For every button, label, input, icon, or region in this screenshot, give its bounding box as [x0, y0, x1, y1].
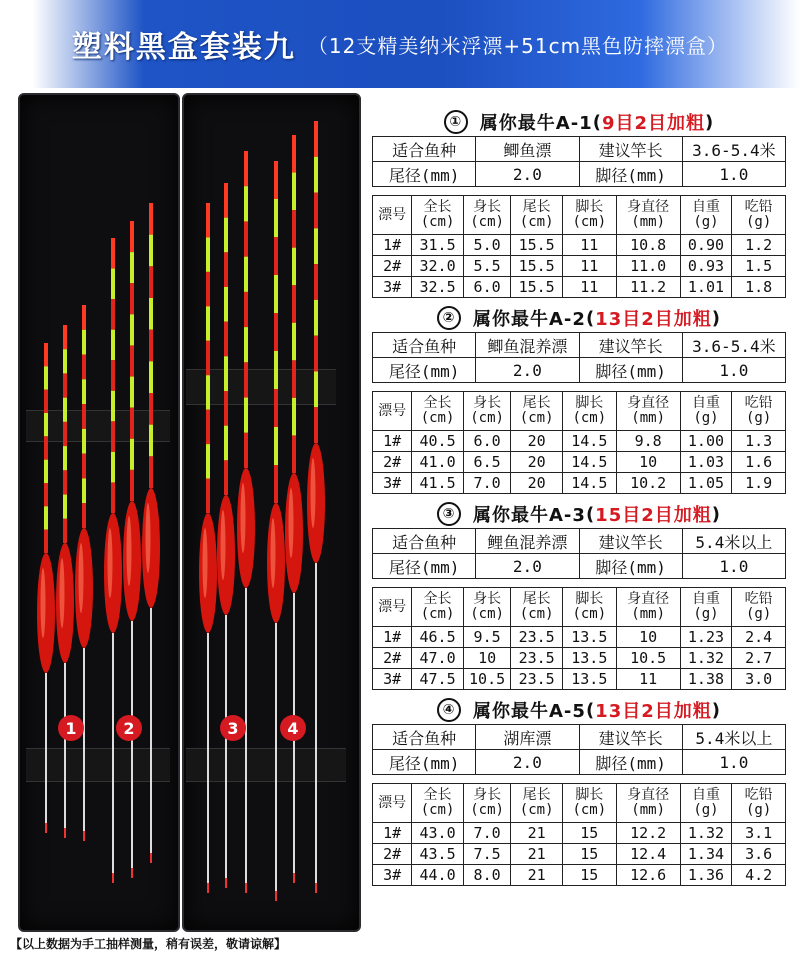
spec-cell: 1.6	[732, 452, 786, 473]
tail-label: 尾径(mm)	[373, 162, 476, 187]
spec-cell: 1.5	[732, 256, 786, 277]
spec-cell: 1.01	[680, 277, 732, 298]
spec-cell: 23.5	[511, 669, 563, 690]
rod-label: 建议竿长	[579, 529, 682, 554]
foot-value: 1.0	[682, 358, 785, 383]
spec-row	[373, 235, 786, 256]
spec-header: 吃铅 (g)	[732, 588, 786, 627]
spec-cell: 20	[511, 452, 563, 473]
spec-cell: 1.23	[680, 627, 732, 648]
spec-cell: 1.3	[732, 431, 786, 452]
spec-cell: 3.6	[732, 844, 786, 865]
section-model-name: 属你最牛A-2	[473, 309, 586, 330]
spec-cell: 10.2	[616, 473, 680, 494]
spec-cell: 3#	[373, 669, 412, 690]
paren: )	[705, 111, 715, 133]
spec-cell: 1.03	[680, 452, 732, 473]
floats-illustration	[18, 93, 358, 928]
fish-label: 适合鱼种	[373, 725, 476, 750]
photo-badge-2: 2	[116, 715, 142, 741]
float-9	[237, 151, 255, 893]
product-photo	[18, 93, 358, 928]
spec-cell: 1.32	[680, 648, 732, 669]
spec-cell: 2.7	[732, 648, 786, 669]
spec-row	[373, 865, 786, 886]
spec-cell: 2#	[373, 844, 412, 865]
spec-cell: 32.0	[412, 256, 464, 277]
spec-cell: 3#	[373, 473, 412, 494]
spec-cell: 3#	[373, 277, 412, 298]
section-spec: 9目2目加粗	[601, 113, 705, 134]
spec-column	[372, 108, 786, 892]
spec-header: 自重 (g)	[680, 588, 732, 627]
spec-cell: 11	[562, 235, 616, 256]
spec-cell: 15.5	[511, 235, 563, 256]
spec-header: 身长 (cm)	[463, 784, 510, 823]
spec-header: 脚长 (cm)	[562, 588, 616, 627]
spec-cell: 11.2	[616, 277, 680, 298]
spec-header: 脚长 (cm)	[562, 784, 616, 823]
paren: (	[585, 503, 596, 525]
tail-value: 2.0	[476, 162, 579, 187]
spec-cell: 1.9	[732, 473, 786, 494]
spec-header: 尾长 (cm)	[511, 784, 563, 823]
tail-value: 2.0	[476, 750, 579, 775]
tail-label: 尾径(mm)	[373, 358, 476, 383]
spec-cell: 11	[616, 669, 680, 690]
float-6	[142, 203, 160, 863]
spec-cell: 15.5	[511, 277, 563, 298]
spec-cell: 4.2	[732, 865, 786, 886]
spec-header: 吃铅 (g)	[732, 196, 786, 235]
spec-cell: 3.0	[732, 669, 786, 690]
spec-row	[373, 669, 786, 690]
spec-cell: 6.0	[463, 431, 510, 452]
spec-row	[373, 648, 786, 669]
spec-cell: 8.0	[463, 865, 510, 886]
spec-cell: 21	[511, 823, 563, 844]
spec-cell: 14.5	[562, 473, 616, 494]
section-number: ①	[444, 110, 468, 134]
spec-cell: 5.5	[463, 256, 510, 277]
spec-cell: 13.5	[562, 627, 616, 648]
paren: (	[585, 699, 596, 721]
spec-cell: 40.5	[412, 431, 464, 452]
spec-cell: 1.00	[680, 431, 732, 452]
float-12	[307, 121, 325, 893]
spec-cell: 43.5	[412, 844, 464, 865]
section-heading	[372, 500, 786, 528]
disclaimer: 【以上数据为手工抽样测量，稍有误差，敬请谅解】	[10, 937, 287, 951]
spec-cell: 11	[562, 277, 616, 298]
float-section-3	[372, 500, 786, 690]
spec-table	[372, 195, 786, 298]
spec-cell: 2.4	[732, 627, 786, 648]
spec-header: 自重 (g)	[680, 392, 732, 431]
spec-cell: 2#	[373, 452, 412, 473]
spec-header: 身直径 (mm)	[616, 196, 680, 235]
tail-label: 尾径(mm)	[373, 554, 476, 579]
spec-cell: 10.5	[616, 648, 680, 669]
spec-row	[373, 452, 786, 473]
spec-cell: 2#	[373, 256, 412, 277]
section-heading	[372, 696, 786, 724]
float-5	[123, 221, 141, 878]
float-4	[104, 238, 122, 883]
float-3	[75, 305, 93, 841]
banner	[0, 0, 800, 88]
spec-header: 全长 (cm)	[412, 588, 464, 627]
float-section-4	[372, 696, 786, 886]
spec-header: 吃铅 (g)	[732, 392, 786, 431]
spec-header: 脚长 (cm)	[562, 196, 616, 235]
tail-value: 2.0	[476, 358, 579, 383]
spec-cell: 21	[511, 844, 563, 865]
foot-value: 1.0	[682, 750, 785, 775]
float-1	[37, 343, 55, 833]
spec-cell: 15	[562, 865, 616, 886]
spec-cell: 10.5	[463, 669, 510, 690]
spec-row	[373, 823, 786, 844]
spec-cell: 3.1	[732, 823, 786, 844]
spec-cell: 7.0	[463, 473, 510, 494]
float-11	[285, 135, 303, 883]
foot-value: 1.0	[682, 554, 785, 579]
spec-cell: 14.5	[562, 452, 616, 473]
spec-cell: 0.90	[680, 235, 732, 256]
spec-cell: 12.6	[616, 865, 680, 886]
rod-label: 建议竿长	[579, 725, 682, 750]
spec-cell: 1#	[373, 235, 412, 256]
rod-label: 建议竿长	[579, 137, 682, 162]
rod-value: 5.4米以上	[682, 529, 785, 554]
spec-cell: 9.5	[463, 627, 510, 648]
spec-header: 漂号	[373, 392, 412, 431]
rod-value: 3.6-5.4米	[682, 137, 785, 162]
spec-row	[373, 844, 786, 865]
spec-cell: 41.5	[412, 473, 464, 494]
spec-cell: 41.0	[412, 452, 464, 473]
foot-value: 1.0	[682, 162, 785, 187]
section-heading	[372, 108, 786, 136]
spec-header: 尾长 (cm)	[511, 196, 563, 235]
spec-cell: 11.0	[616, 256, 680, 277]
section-model-name: 属你最牛A-1	[479, 113, 593, 134]
banner-subtitle: （12支精美纳米浮漂+51cm黑色防摔漂盒）	[307, 33, 729, 58]
spec-header: 漂号	[373, 588, 412, 627]
spec-header: 漂号	[373, 784, 412, 823]
spec-cell: 13.5	[562, 648, 616, 669]
paren: )	[711, 699, 721, 721]
info-table	[372, 528, 786, 579]
photo-badge-1: 1	[58, 715, 84, 741]
tail-value: 2.0	[476, 554, 579, 579]
spec-cell: 1.34	[680, 844, 732, 865]
photo-badge-4: 4	[280, 715, 306, 741]
spec-cell: 23.5	[511, 648, 563, 669]
spec-cell: 20	[511, 473, 563, 494]
spec-table	[372, 783, 786, 886]
spec-header: 自重 (g)	[680, 196, 732, 235]
spec-cell: 43.0	[412, 823, 464, 844]
fish-value: 鲫鱼漂	[476, 137, 579, 162]
spec-cell: 1.2	[732, 235, 786, 256]
fish-value: 鲫鱼混养漂	[476, 333, 579, 358]
banner-title: 塑料黑盒套装九	[71, 30, 296, 65]
spec-row	[373, 431, 786, 452]
rod-value: 5.4米以上	[682, 725, 785, 750]
spec-cell: 7.0	[463, 823, 510, 844]
section-spec: 15目2目加粗	[595, 505, 712, 526]
paren: )	[711, 307, 721, 329]
float-section-1	[372, 108, 786, 298]
spec-header: 脚长 (cm)	[562, 392, 616, 431]
section-number: ②	[437, 306, 461, 330]
spec-cell: 31.5	[412, 235, 464, 256]
spec-cell: 21	[511, 865, 563, 886]
foot-label: 脚径(mm)	[579, 750, 682, 775]
spec-cell: 1.38	[680, 669, 732, 690]
spec-cell: 14.5	[562, 431, 616, 452]
float-section-2	[372, 304, 786, 494]
spec-row	[373, 256, 786, 277]
spec-cell: 5.0	[463, 235, 510, 256]
spec-cell: 7.5	[463, 844, 510, 865]
spec-header: 身直径 (mm)	[616, 588, 680, 627]
spec-cell: 10	[616, 627, 680, 648]
info-table	[372, 332, 786, 383]
info-table	[372, 136, 786, 187]
spec-cell: 23.5	[511, 627, 563, 648]
spec-cell: 1.8	[732, 277, 786, 298]
tail-label: 尾径(mm)	[373, 750, 476, 775]
spec-cell: 10	[463, 648, 510, 669]
foot-label: 脚径(mm)	[579, 358, 682, 383]
spec-header: 全长 (cm)	[412, 196, 464, 235]
spec-header: 自重 (g)	[680, 784, 732, 823]
spec-cell: 47.0	[412, 648, 464, 669]
section-model-name: 属你最牛A-3	[473, 505, 586, 526]
section-spec: 13目2目加粗	[595, 309, 712, 330]
spec-cell: 10	[616, 452, 680, 473]
spec-cell: 3#	[373, 865, 412, 886]
spec-cell: 6.5	[463, 452, 510, 473]
spec-cell: 1#	[373, 823, 412, 844]
section-number: ④	[437, 698, 461, 722]
spec-row	[373, 473, 786, 494]
spec-row	[373, 277, 786, 298]
section-spec: 13目2目加粗	[595, 701, 712, 722]
spec-cell: 1#	[373, 627, 412, 648]
spec-cell: 11	[562, 256, 616, 277]
section-number: ③	[437, 502, 461, 526]
spec-header: 身长 (cm)	[463, 588, 510, 627]
fish-label: 适合鱼种	[373, 529, 476, 554]
spec-header: 全长 (cm)	[412, 392, 464, 431]
fish-label: 适合鱼种	[373, 333, 476, 358]
spec-header: 尾长 (cm)	[511, 392, 563, 431]
spec-header: 身长 (cm)	[463, 196, 510, 235]
spec-cell: 13.5	[562, 669, 616, 690]
spec-header: 漂号	[373, 196, 412, 235]
spec-cell: 2#	[373, 648, 412, 669]
spec-cell: 15	[562, 844, 616, 865]
paren: (	[585, 307, 596, 329]
foot-label: 脚径(mm)	[579, 554, 682, 579]
spec-header: 尾长 (cm)	[511, 588, 563, 627]
spec-cell: 12.4	[616, 844, 680, 865]
foot-label: 脚径(mm)	[579, 162, 682, 187]
float-2	[56, 325, 74, 838]
spec-cell: 1#	[373, 431, 412, 452]
spec-row	[373, 627, 786, 648]
fish-value: 鲤鱼混养漂	[476, 529, 579, 554]
spec-cell: 9.8	[616, 431, 680, 452]
spec-header: 吃铅 (g)	[732, 784, 786, 823]
section-model-name: 属你最牛A-5	[473, 701, 586, 722]
spec-cell: 47.5	[412, 669, 464, 690]
paren: )	[711, 503, 721, 525]
spec-cell: 44.0	[412, 865, 464, 886]
spec-header: 身直径 (mm)	[616, 784, 680, 823]
paren: (	[592, 111, 602, 133]
spec-cell: 46.5	[412, 627, 464, 648]
spec-cell: 32.5	[412, 277, 464, 298]
fish-value: 湖库漂	[476, 725, 579, 750]
spec-cell: 1.32	[680, 823, 732, 844]
section-heading	[372, 304, 786, 332]
spec-header: 身直径 (mm)	[616, 392, 680, 431]
rod-label: 建议竿长	[579, 333, 682, 358]
spec-cell: 10.8	[616, 235, 680, 256]
spec-cell: 1.05	[680, 473, 732, 494]
spec-cell: 12.2	[616, 823, 680, 844]
float-10	[267, 161, 285, 901]
info-table	[372, 724, 786, 775]
spec-cell: 15.5	[511, 256, 563, 277]
spec-cell: 15	[562, 823, 616, 844]
spec-cell: 6.0	[463, 277, 510, 298]
spec-cell: 0.93	[680, 256, 732, 277]
float-8	[217, 183, 235, 888]
spec-table	[372, 391, 786, 494]
float-7	[199, 203, 217, 893]
fish-label: 适合鱼种	[373, 137, 476, 162]
spec-header: 身长 (cm)	[463, 392, 510, 431]
spec-header: 全长 (cm)	[412, 784, 464, 823]
rod-value: 3.6-5.4米	[682, 333, 785, 358]
spec-cell: 1.36	[680, 865, 732, 886]
spec-table	[372, 587, 786, 690]
photo-badge-3: 3	[220, 715, 246, 741]
spec-cell: 20	[511, 431, 563, 452]
